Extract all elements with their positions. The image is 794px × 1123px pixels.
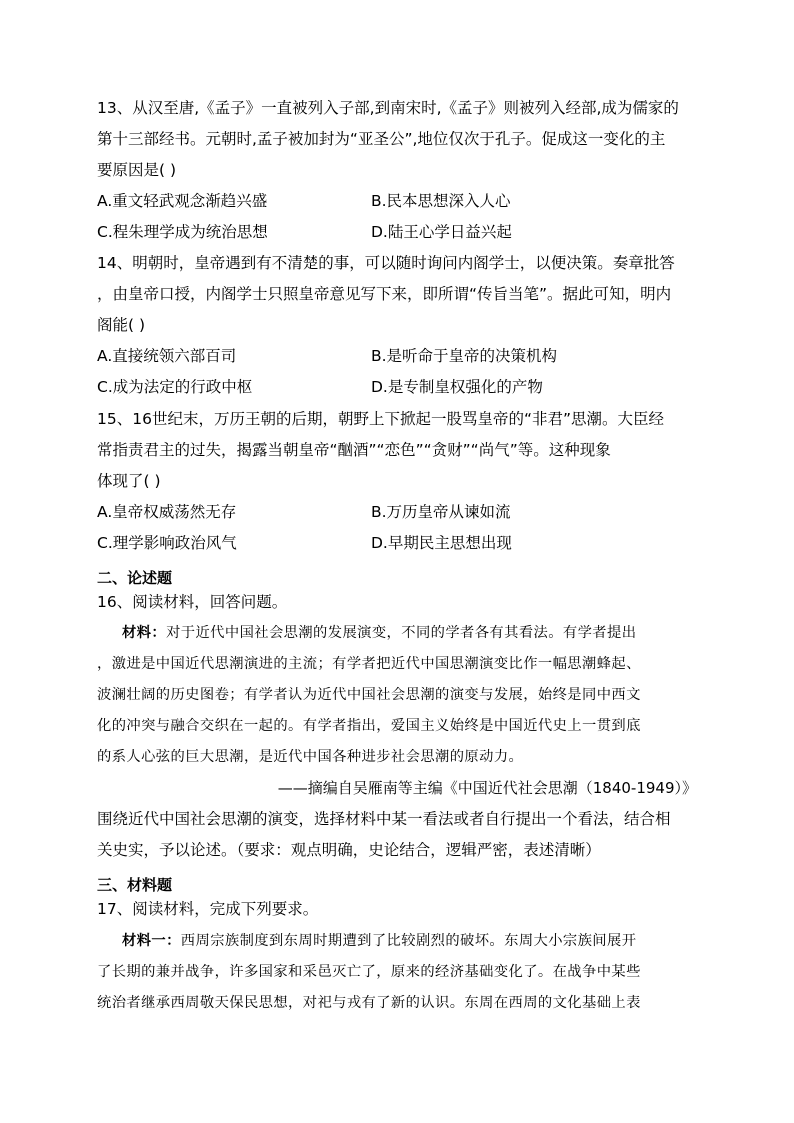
q15-option-b: B.万历皇帝从谏如流: [371, 503, 511, 521]
q16-material-line-5: 的系人心弦的巨大思潮，是近代中国各种进步社会思潮的原动力。: [97, 749, 524, 765]
q13-option-d: D.陆王心学日益兴起: [371, 223, 512, 241]
q16-task-line-1: 围绕近代中国社会思潮的演变，选择材料中某一看法或者自行提出一个看法，结合相: [97, 810, 671, 828]
q14-option-a: A.直接统领六部百司: [97, 347, 237, 365]
q15-option-a: A.皇帝权威荡然无存: [97, 503, 237, 521]
q16-material-line-3: 波澜壮阔的历史图卷；有学者认为近代中国社会思潮的演变与发展，始终是同中西文: [97, 687, 641, 703]
q16-material-line-4: 化的冲突与融合交织在一起的。有学者指出，爱国主义始终是中国近代史上一贯到底: [97, 718, 641, 734]
q13-option-b: B.民本思想深入人心: [371, 192, 511, 210]
q14-line-2: ，由皇帝口授，内阁学士只照皇帝意见写下来，即所谓“传旨当笔”。据此可知，明内: [97, 285, 672, 303]
q14-option-d: D.是专制皇权强化的产物: [371, 378, 543, 396]
q16-task-line-2: 关史实，予以论述。（要求：观点明确，史论结合，逻辑严密，表述清晰）: [97, 841, 601, 859]
q13-option-c: C.程朱理学成为统治思想: [97, 223, 268, 241]
q16-source: ——摘编自吴雁南等主编《中国近代社会思潮（1840-1949）》: [277, 779, 697, 797]
q16-material-label: 材料：: [122, 625, 167, 641]
q17-material-line-1: [97, 930, 722, 952]
q15-option-d: D.早期民主思想出现: [371, 534, 512, 552]
q13-line-3: 要原因是( ): [97, 161, 177, 179]
q17-prompt: 17、阅读材料，完成下列要求。: [97, 900, 319, 918]
q17-material-label: 材料一：: [122, 933, 181, 949]
q16-material-text: 对于近代中国社会思潮的发展演变，不同的学者各有其看法。有学者提出: [166, 625, 637, 641]
q15-line-2: 常指责君主的过失，揭露当朝皇帝“酗酒”“恋色”“贪财”“尚气”等。这种现象: [97, 441, 611, 459]
q16-prompt: 16、阅读材料，回答问题。: [97, 593, 288, 611]
q16-material-line-1: [97, 622, 722, 644]
q13-line-2: 第十三部经书。元朝时,孟子被加封为“亚圣公”,地位仅次于孔子。促成这一变化的主: [97, 130, 666, 148]
section-title-material: 三、材料题: [97, 876, 173, 894]
q15-line-3: 体现了( ): [97, 472, 161, 490]
q15-option-c: C.理学影响政治风气: [97, 534, 237, 552]
q13-option-a: A.重文轻武观念渐趋兴盛: [97, 192, 268, 210]
q14-line-3: 阁能( ): [97, 316, 146, 334]
q17-material-line-2: 了长期的兼并战争，许多国家和采邑灭亡了，原来的经济基础变化了。在战争中某些: [97, 964, 641, 980]
q13-line-1: 13、从汉至唐,《孟子》一直被列入子部,到南宋时,《孟子》则被列入经部,成为儒家的: [97, 99, 679, 117]
q15-line-1: 15、16世纪末，万历王朝的后期，朝野上下掀起一股骂皇帝的“非君”思潮。大臣经: [97, 410, 665, 428]
q16-material-line-2: ，激进是中国近代思潮演进的主流；有学者把近代中国思潮演变比作一幅思潮蜂起、: [97, 656, 641, 672]
q17-material-text: 西周宗族制度到东周时期遭到了比较剧烈的破坏。东周大小宗族间展开: [180, 933, 637, 949]
q14-line-1: 14、明朝时，皇帝遇到有不清楚的事，可以随时询问内阁学士，以便决策。奏章批答: [97, 254, 675, 272]
section-title-essay: 二、论述题: [97, 569, 173, 587]
q14-option-c: C.成为法定的行政中枢: [97, 378, 253, 396]
q14-option-b: B.是听命于皇帝的决策机构: [371, 347, 558, 365]
q17-material-line-3: 统治者继承西周敬天保民思想，对祀与戎有了新的认识。东周在西周的文化基础上表: [97, 995, 641, 1011]
